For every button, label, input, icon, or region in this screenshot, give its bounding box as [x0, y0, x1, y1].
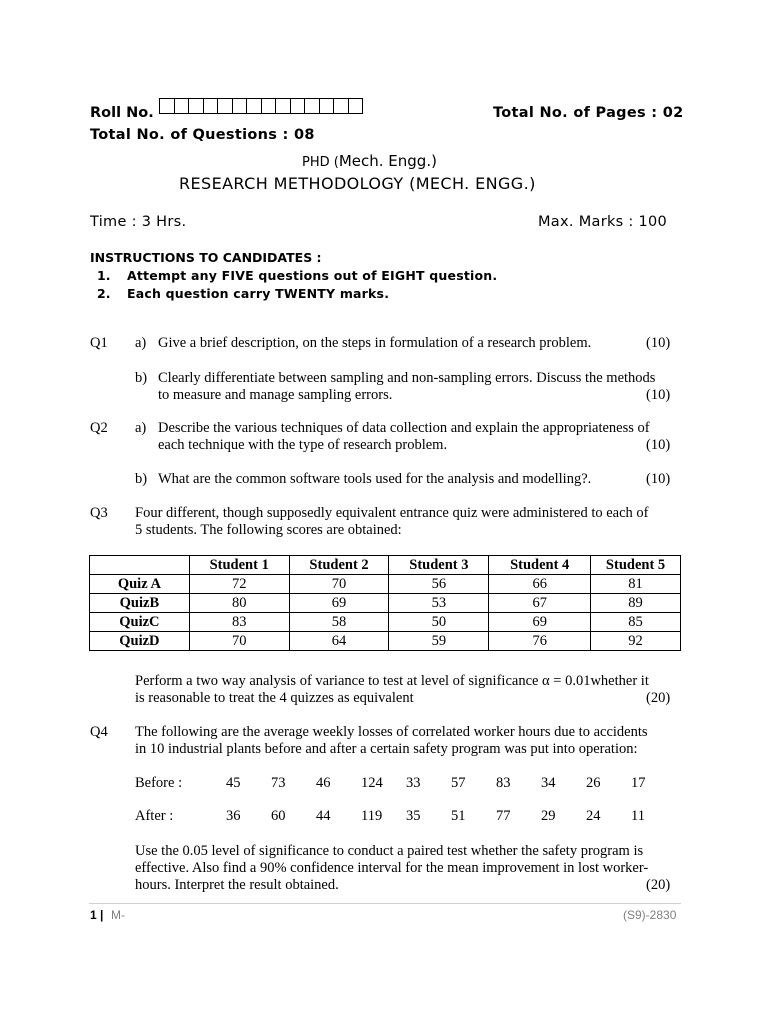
- instruction-text: Each question carry TWENTY marks.: [127, 286, 390, 301]
- before-value: 46: [316, 775, 331, 791]
- footer-divider: [89, 903, 681, 904]
- question-marks: (20): [646, 690, 671, 706]
- question-text: Use the 0.05 level of significance to conduct a paired test whether the safety program is: [135, 843, 644, 859]
- after-value: 11: [631, 808, 645, 824]
- program-line: [302, 151, 437, 170]
- total-questions: Total No. of Questions : 08: [90, 127, 315, 143]
- table-header-cell: Student 4: [489, 556, 591, 575]
- question-number: Q3: [90, 505, 108, 521]
- table-row-header: QuizD: [90, 632, 190, 651]
- subpart-label: a): [135, 420, 147, 436]
- table-header-cell: Student 3: [389, 556, 489, 575]
- before-value: 73: [271, 775, 286, 791]
- before-value: 34: [541, 775, 556, 791]
- after-value: 24: [586, 808, 601, 824]
- table-cell: 92: [591, 632, 681, 651]
- footer-code-right: (S9)-2830: [623, 908, 677, 922]
- instructions-heading: INSTRUCTIONS TO CANDIDATES :: [90, 250, 322, 265]
- time-label: Time : 3 Hrs.: [90, 214, 187, 230]
- table-row-header: Quiz A: [90, 575, 190, 594]
- question-marks: (10): [646, 471, 671, 487]
- table-cell: 70: [189, 632, 289, 651]
- after-value: 77: [496, 808, 511, 824]
- table-cell: 81: [591, 575, 681, 594]
- instruction-text: Attempt any FIVE questions out of EIGHT question.: [127, 268, 498, 283]
- table-cell: 83: [189, 613, 289, 632]
- table-cell: 85: [591, 613, 681, 632]
- table-cell: 59: [389, 632, 489, 651]
- before-label: Before :: [135, 775, 183, 791]
- program-name: Mech. Engg.): [338, 152, 437, 170]
- footer-page-number: 1 |: [90, 908, 104, 922]
- table-header-cell: Student 2: [289, 556, 389, 575]
- before-value: 26: [586, 775, 601, 791]
- after-value: 60: [271, 808, 286, 824]
- question-text: Describe the various techniques of data collection and explain the appropriateness of: [158, 420, 650, 436]
- after-value: 35: [406, 808, 421, 824]
- table-cell: 50: [389, 613, 489, 632]
- max-marks: Max. Marks : 100: [538, 214, 668, 230]
- question-text: in 10 industrial plants before and after a certain safety program was put into operation:: [135, 741, 638, 757]
- table-row: [90, 613, 681, 632]
- table-row: [90, 594, 681, 613]
- after-value: 44: [316, 808, 331, 824]
- before-value: 33: [406, 775, 421, 791]
- footer-code-left: M-: [111, 908, 125, 922]
- before-value: 124: [361, 775, 383, 791]
- question-text: Clearly differentiate between sampling and non-sampling errors. Discuss the methods: [158, 370, 656, 386]
- question-text: Four different, though supposedly equivalent entrance quiz were administered to each of: [135, 505, 649, 521]
- after-label: After :: [135, 808, 174, 824]
- table-cell: 76: [489, 632, 591, 651]
- question-number: Q2: [90, 420, 108, 436]
- table-cell: 58: [289, 613, 389, 632]
- subpart-label: b): [135, 471, 148, 487]
- table-cell: 53: [389, 594, 489, 613]
- table-cell: 72: [189, 575, 289, 594]
- question-text: The following are the average weekly losses of correlated worker hours due to accidents: [135, 724, 648, 740]
- question-number: Q1: [90, 335, 108, 351]
- question-marks: (10): [646, 437, 671, 453]
- table-row: [90, 632, 681, 651]
- question-text: to measure and manage sampling errors.: [158, 387, 393, 403]
- after-value: 36: [226, 808, 241, 824]
- question-text: Perform a two way analysis of variance to test at level of significance α = 0.01whether it: [135, 673, 649, 689]
- table-row-header: QuizB: [90, 594, 190, 613]
- question-text: effective. Also find a 90% confidence interval for the mean improvement in lost worker-: [135, 860, 649, 876]
- question-marks: (20): [646, 877, 671, 893]
- program-prefix: PHD (: [302, 155, 339, 170]
- table-header-cell: Student 1: [189, 556, 289, 575]
- paper-title: RESEARCH METHODOLOGY (MECH. ENGG.): [179, 174, 536, 193]
- after-value: 119: [361, 808, 383, 824]
- question-text: What are the common software tools used for the analysis and modelling?.: [158, 471, 592, 487]
- after-value: 51: [451, 808, 466, 824]
- roll-no-boxes: [160, 98, 363, 116]
- question-number: Q4: [90, 724, 108, 740]
- question-text: Give a brief description, on the steps in formulation of a research problem.: [158, 335, 592, 351]
- subpart-label: a): [135, 335, 147, 351]
- question-text: each technique with the type of research problem.: [158, 437, 448, 453]
- table-cell: 69: [489, 613, 591, 632]
- table-cell: 70: [289, 575, 389, 594]
- question-text: is reasonable to treat the 4 quizzes as equivalent: [135, 690, 414, 706]
- question-text: hours. Interpret the result obtained.: [135, 877, 339, 893]
- question-marks: (10): [646, 387, 671, 403]
- question-text: 5 students. The following scores are obtained:: [135, 522, 402, 538]
- table-header-cell: [90, 556, 190, 575]
- before-value: 83: [496, 775, 511, 791]
- table-row: [90, 575, 681, 594]
- table-header-cell: Student 5: [591, 556, 681, 575]
- table-cell: 89: [591, 594, 681, 613]
- table-cell: 56: [389, 575, 489, 594]
- table-cell: 69: [289, 594, 389, 613]
- table-row-header: QuizC: [90, 613, 190, 632]
- table-cell: 66: [489, 575, 591, 594]
- roll-no-label: Roll No.: [90, 105, 154, 121]
- before-value: 57: [451, 775, 466, 791]
- subpart-label: b): [135, 370, 148, 386]
- scores-table: [89, 555, 681, 651]
- instruction-num: 1.: [97, 268, 111, 283]
- table-cell: 80: [189, 594, 289, 613]
- total-pages: Total No. of Pages : 02: [493, 105, 684, 121]
- table-cell: 64: [289, 632, 389, 651]
- question-marks: (10): [646, 335, 671, 351]
- after-value: 29: [541, 808, 556, 824]
- table-cell: 67: [489, 594, 591, 613]
- before-value: 17: [631, 775, 646, 791]
- before-value: 45: [226, 775, 241, 791]
- instruction-num: 2.: [97, 286, 111, 301]
- table-header-row: [90, 556, 681, 575]
